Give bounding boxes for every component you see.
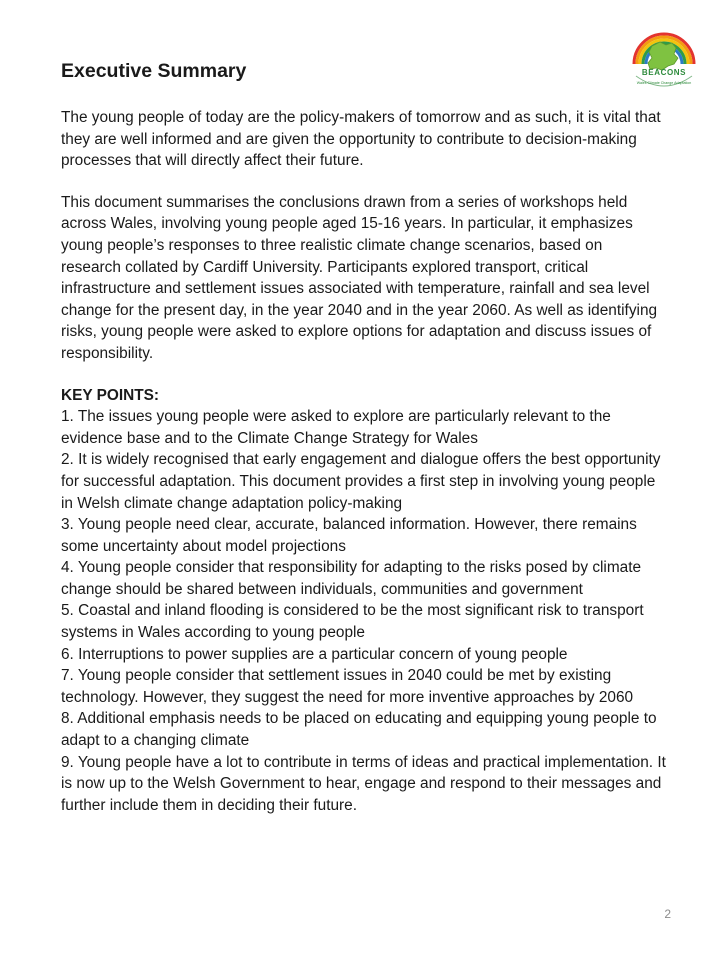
key-points-list — [61, 406, 666, 816]
key-point-5: 5. Coastal and inland flooding is considered to be the most significant risk to transport systems in Wales according to young people — [61, 602, 644, 642]
key-point-1: 1. The issues young people were asked to explore are particularly relevant to the evidence base and to the Climate Change Strategy for Wales — [61, 408, 611, 447]
key-point-4: 4. Young people consider that responsibility for adapting to the risks posed by climate change should be shared between individuals, communities and government — [61, 559, 642, 598]
key-point-3: 3. Young people need clear, accurate, balanced information. However, there remains some uncertainty about model projections — [61, 516, 637, 555]
page-title: Executive Summary — [61, 60, 247, 82]
intro-paragraph: The young people of today are the policy-makers of tomorrow and as such, it is vital that they are well informed and are given the opportunity to contribute to decision-making processes that will directly affect their future. — [61, 109, 661, 170]
key-points-heading: KEY POINTS: — [61, 386, 160, 404]
beacons-logo — [630, 24, 698, 98]
key-point-9: 9. Young people have a lot to contribute in terms of ideas and practical implementation. It is now up to the Welsh Government to hear, engage and respond to their messages and further include them in deciding their future. — [61, 753, 666, 814]
logo-land-shape — [648, 42, 678, 70]
key-point-6: 6. Interruptions to power supplies are a particular concern of young people — [61, 645, 568, 663]
key-point-2: 2. It is widely recognised that early engagement and dialogue offers the best opportunity for successful adaptation. This document provides a first step in involving young people in Welsh climate change adaptation policy-making — [61, 451, 661, 512]
key-point-7: 7. Young people consider that settlement issues in 2040 could be met by existing technology. However, they suggest the need for more inventive approaches by 2060 — [61, 667, 634, 706]
page-number: 2 — [664, 907, 671, 921]
summary-paragraph: This document summarises the conclusions drawn from a series of workshops held across Wales, involving young people aged 15-16 years. In particular, it emphasizes young people’s responses to three realistic climate change scenarios, based on research collated by Cardiff University. Participants explored transport, critical infrastructure and settlement issues associated with temperature, rainfall and sea level change for the present day, in the year 2040 and in the year 2060. As well as identifying risks, young people were asked to explore options for adaptation and discuss issues of responsibility. — [61, 193, 658, 362]
logo-wordmark: BEACONS — [641, 68, 687, 77]
document-body — [61, 107, 666, 816]
logo-tagline: Wales Climate Change Adaptation — [636, 81, 692, 85]
key-point-8: 8. Additional emphasis needs to be placed on educating and equipping young people to adapt to a changing climate — [61, 710, 657, 750]
